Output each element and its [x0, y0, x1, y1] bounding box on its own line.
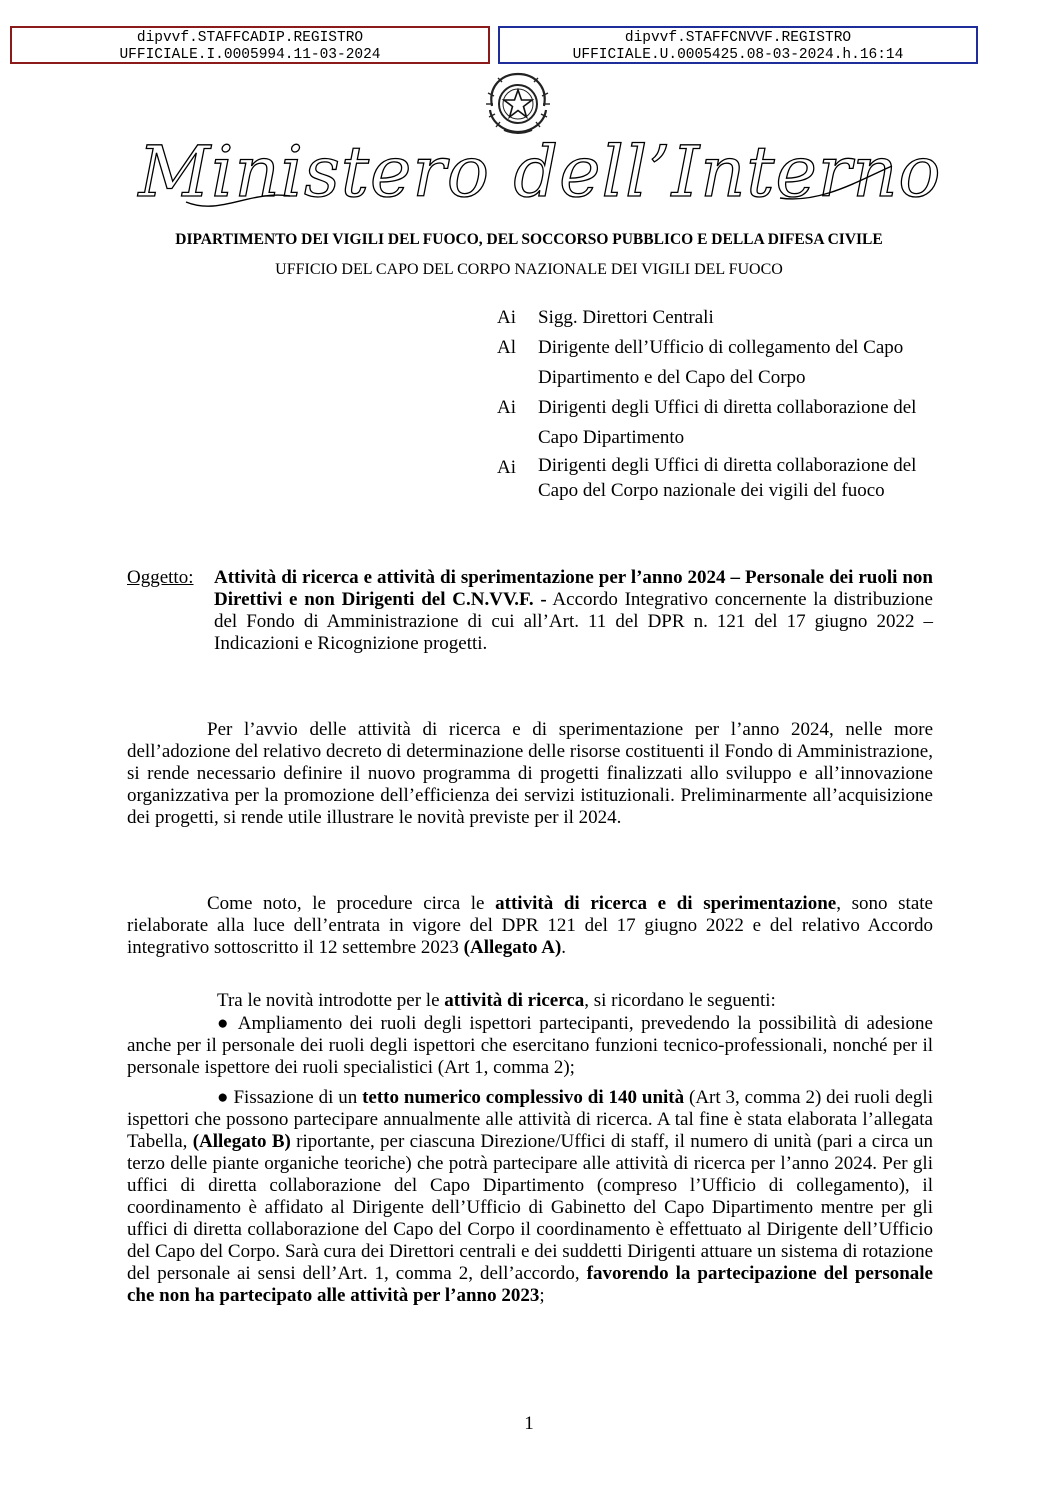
subject-normal-text: Accordo Integrativo concernente la distribuzione del Fondo di Amministrazione di cui all’Art. 11 del DPR n. 121 del 17 giugno 2022 – Indicazioni e Ricognizione progetti.: [214, 589, 933, 654]
recipient-text: Dirigenti degli Uffici di diretta collaborazione del Capo del Corpo nazionale dei vigili del fuoco: [538, 455, 917, 501]
text-run: ;: [539, 1285, 545, 1306]
recipient-item: [497, 333, 947, 393]
protocol-stamp-incoming: [10, 26, 490, 64]
page-number: 1: [524, 1413, 534, 1434]
subject-label: Oggetto:: [127, 567, 194, 588]
text-run: riportante, per ciascuna Direzione/Uffici di staff, il numero di unità (pari a circa un terzo delle piante organiche teoriche) che potrà partecipare alle attività di ricerca per l’anno 2024. Per gli uffici di diretta collaborazione del Capo Dipartimento (compreso l’Ufficio di collegamento), il coordinamento è affidato al Dirigente dell’Ufficio di Gabinetto del Capo Dipartimento mentre per gli uffici di diretta collaborazione del Capo del Corpo il coordinamento è effettuato al Dirigente dell’Ufficio del Capo del Corpo. Sarà cura dei Direttori centrali e dei suddetti Dirigenti attuare un sistema di rotazione del personale ai sensi dell’Art. 1, comma 2, dell’accordo,: [127, 1131, 933, 1284]
recipient-text: Dirigenti degli Uffici di diretta collaborazione del Capo Dipartimento: [538, 397, 917, 448]
text-run: Tra le novità introdotte per le: [217, 990, 445, 1011]
svg-text:Ministero dell’Interno: Ministero dell’Interno: [138, 131, 942, 213]
stamp-line-2: UFFICIALE.I.0005994.11-03-2024: [119, 47, 381, 63]
recipients-list: [497, 303, 947, 503]
recipient-text: Dirigente dell’Ufficio di collegamento del Capo Dipartimento e del Capo del Corpo: [538, 337, 904, 388]
text-run: , sono state rielaborate alla luce dell’entrata in vigore del DPR 121 del 17 giugno 2022 e del relativo Accordo integrativo sottoscritto il 12 settembre 2023: [127, 893, 933, 958]
subject-text: [214, 567, 933, 655]
recipient-item: [497, 303, 947, 333]
subject-block: [127, 567, 933, 655]
recipient-item: [497, 453, 947, 503]
bullet-item: [127, 1087, 933, 1307]
recipient-prefix: Al: [497, 337, 516, 358]
bullet-item: ● Ampliamento dei ruoli degli ispettori partecipanti, prevedendo la possibilità di adesione anche per il personale dei ruoli degli ispettori che esercitano funzioni tecnico-professionali, nonché per il personale ispettore dei ruoli specialistici (Art 1, comma 2);: [127, 1013, 933, 1078]
recipient-text: Sigg. Direttori Centrali: [538, 307, 714, 328]
subject-bold-text: Attività di ricerca e attività di sperimentazione per l’anno 2024 – Personale dei ruoli non Direttivi e non Dirigenti del C.N.VV.F. -: [214, 567, 933, 610]
text-run: (Art 3, comma 2) dei ruoli degli ispettori che possono partecipare annualmente alle attività di ricerca. A tal fine è stata elaborata l’allegata Tabella,: [127, 1087, 933, 1152]
paragraph-intro: Per l’avvio delle attività di ricerca e di sperimentazione per l’anno 2024, nelle more dell’adozione del relativo decreto di determinazione delle risorse costituenti il Fondo di Amministrazione, si rende necessario definire il nuovo programma di progetti finalizzati allo sviluppo e all’innovazione organizzativa per la promozione dell’efficienza dei servizi istituzionali. Preliminarmente all’acquisizione dei progetti, si rende utile illustrare le novità previste per il 2024.: [127, 719, 933, 828]
bold-run: attività di ricerca: [444, 990, 585, 1011]
bold-run: favorendo la partecipazione del personale che non ha partecipato alle attività per l’anno 2023: [127, 1263, 933, 1306]
paragraph-procedures: [127, 893, 933, 959]
stamp-line-1: dipvvf.STAFFCADIP.REGISTRO: [136, 30, 364, 46]
text-run: Come noto, le procedure circa le: [207, 893, 496, 914]
bold-run: tetto numerico complessivo di 140 unità: [362, 1087, 685, 1108]
recipient-prefix: Ai: [497, 397, 516, 418]
bold-run: (Allegato A): [463, 937, 562, 958]
recipient-item: [497, 393, 947, 453]
ministry-title-logo: [138, 130, 942, 220]
department-heading: DIPARTIMENTO DEI VIGILI DEL FUOCO, DEL SOCCORSO PUBBLICO E DELLA DIFESA CIVILE: [175, 231, 883, 248]
office-heading: UFFICIO DEL CAPO DEL CORPO NAZIONALE DEI VIGILI DEL FUOCO: [275, 261, 783, 278]
protocol-stamp-outgoing: [498, 26, 978, 64]
text-run: ● Fissazione di un: [217, 1087, 363, 1108]
italian-republic-emblem-icon: [478, 66, 558, 136]
paragraph-novelties-intro: [127, 990, 933, 1012]
text-run: , si ricordano le seguenti:: [584, 990, 776, 1011]
recipient-prefix: Ai: [497, 457, 516, 478]
stamp-line-2: UFFICIALE.U.0005425.08-03-2024.h.16:14: [572, 47, 904, 63]
bold-run: attività di ricerca e di sperimentazione: [495, 893, 837, 914]
recipient-prefix: Ai: [497, 307, 516, 328]
bold-run: (Allegato B): [192, 1131, 291, 1152]
text-run: .: [561, 937, 567, 958]
stamp-line-1: dipvvf.STAFFCNVVF.REGISTRO: [624, 30, 852, 46]
